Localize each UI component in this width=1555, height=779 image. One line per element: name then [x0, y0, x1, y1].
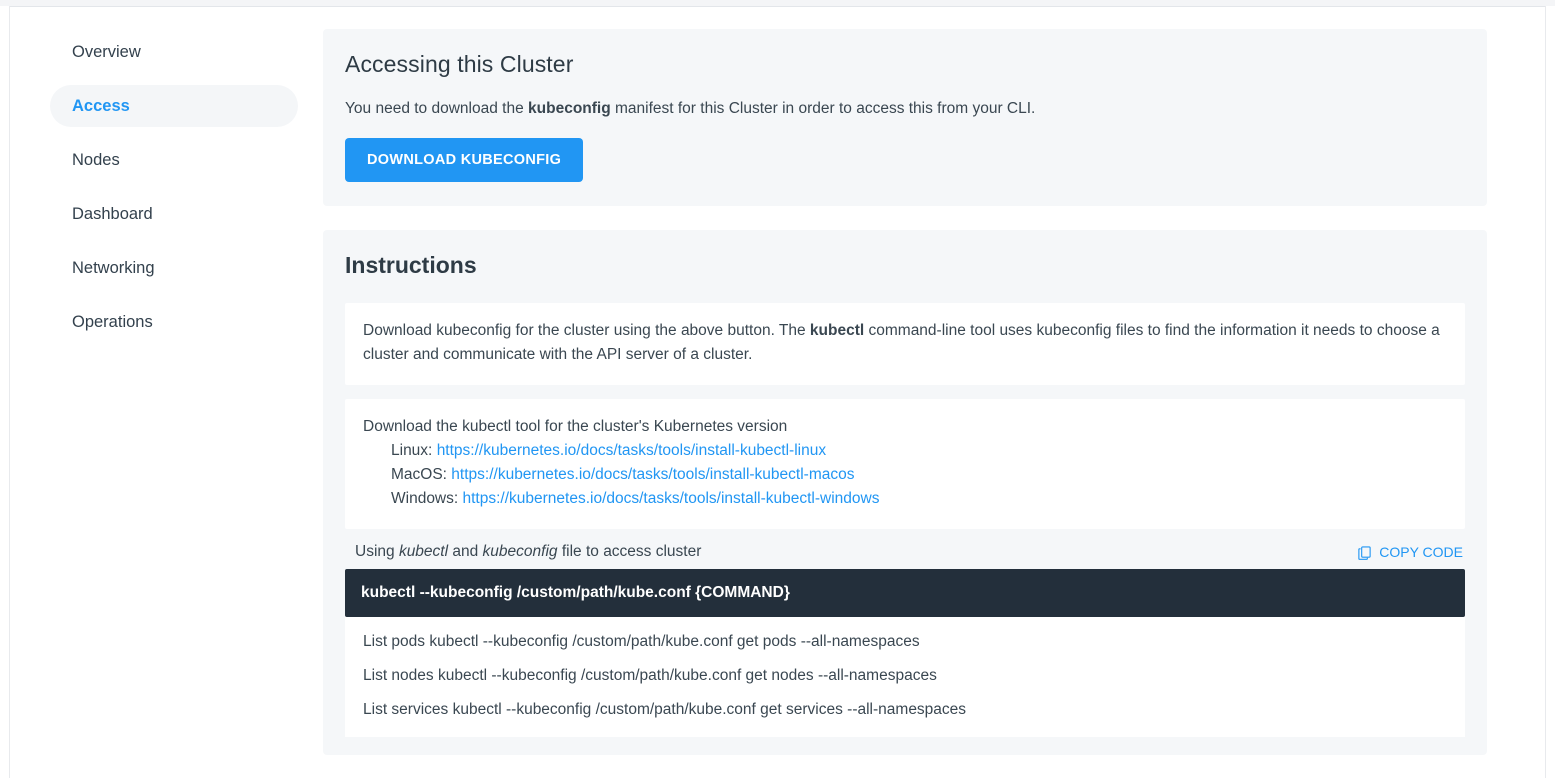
sidebar-item-networking[interactable]: [50, 247, 298, 289]
instructions-card: [323, 230, 1487, 755]
sidebar-item-label: Dashboard: [72, 204, 153, 223]
sidebar-item-overview[interactable]: [50, 31, 298, 73]
install-kubectl-linux-link[interactable]: https://kubernetes.io/docs/tasks/tools/install-kubectl-linux: [436, 442, 827, 460]
sidebar-item-operations[interactable]: [50, 301, 298, 343]
access-card: [323, 29, 1487, 206]
caption-em-kubectl: kubectl: [398, 543, 449, 561]
code-header: [345, 543, 1465, 569]
access-desc-bold: kubeconfig: [528, 100, 611, 117]
os-label-linux: Linux:: [391, 442, 433, 460]
sidebar-item-label: Nodes: [72, 150, 120, 169]
panel1-bold: kubectl: [809, 322, 865, 339]
copy-icon: [1357, 545, 1372, 560]
caption-part2: and: [448, 543, 483, 561]
sidebar: [10, 7, 310, 355]
access-card-description: [345, 100, 1465, 118]
tools-link-row-macos: [363, 463, 1447, 487]
window-right-edge: [1545, 6, 1555, 778]
instructions-panel-tools: [345, 399, 1465, 529]
command-example-services: List services kubectl --kubeconfig /custom/path/kube.conf get services --all-namespaces: [363, 701, 967, 719]
copy-code-button[interactable]: [1357, 544, 1463, 560]
caption-part1: Using: [355, 543, 399, 561]
os-label-macos: MacOS:: [391, 466, 447, 484]
panel1-text-before: Download kubeconfig for the cluster using the above button. The: [363, 322, 810, 339]
access-desc-suffix: manifest for this Cluster in order to access this from your CLI.: [610, 100, 1036, 117]
code-section: [345, 543, 1465, 737]
window-left-edge: [0, 6, 10, 778]
sidebar-item-nodes[interactable]: [50, 139, 298, 181]
command-examples-list: [345, 617, 1465, 737]
sidebar-item-label: Operations: [72, 312, 153, 331]
code-caption: [355, 543, 701, 561]
copy-code-label: COPY CODE: [1379, 544, 1463, 561]
tools-link-row-linux: [363, 439, 1447, 463]
install-kubectl-macos-link[interactable]: https://kubernetes.io/docs/tasks/tools/install-kubectl-macos: [451, 466, 855, 484]
content-area: [10, 7, 1545, 778]
command-example-nodes: List nodes kubectl --kubeconfig /custom/path/kube.conf get nodes --all-namespaces: [363, 667, 937, 685]
os-label-windows: Windows:: [391, 490, 459, 508]
sidebar-item-label: Access: [72, 96, 130, 115]
sidebar-item-label: Overview: [72, 42, 141, 61]
window-top-edge: [0, 0, 1555, 7]
tools-heading: Download the kubectl tool for the cluster's Kubernetes version: [363, 418, 788, 436]
instructions-title: Instructions: [345, 252, 477, 278]
command-example-pods: List pods kubectl --kubeconfig /custom/path/kube.conf get pods --all-namespaces: [363, 633, 920, 651]
tools-link-row-windows: [363, 487, 1447, 511]
sidebar-item-dashboard[interactable]: [50, 193, 298, 235]
instructions-panel-download: [345, 303, 1465, 385]
install-kubectl-windows-link[interactable]: https://kubernetes.io/docs/tasks/tools/install-kubectl-windows: [462, 490, 880, 508]
caption-em-kubeconfig: kubeconfig: [482, 543, 558, 561]
kubectl-command-block[interactable]: kubectl --kubeconfig /custom/path/kube.conf {COMMAND}: [345, 569, 1465, 617]
sidebar-item-label: Networking: [72, 258, 155, 277]
sidebar-item-access[interactable]: [50, 85, 298, 127]
main-panel: [310, 7, 1545, 779]
download-kubeconfig-button[interactable]: DOWNLOAD KUBECONFIG: [345, 138, 583, 182]
panel1-text-after: command-line tool uses kubeconfig files to find the information it needs to choose a cluster and communicate with the API server of a cluster.: [363, 322, 1440, 364]
access-desc-prefix: You need to download the: [345, 100, 529, 117]
caption-part3: file to access cluster: [557, 543, 702, 561]
access-card-title: Accessing this Cluster: [345, 51, 574, 77]
